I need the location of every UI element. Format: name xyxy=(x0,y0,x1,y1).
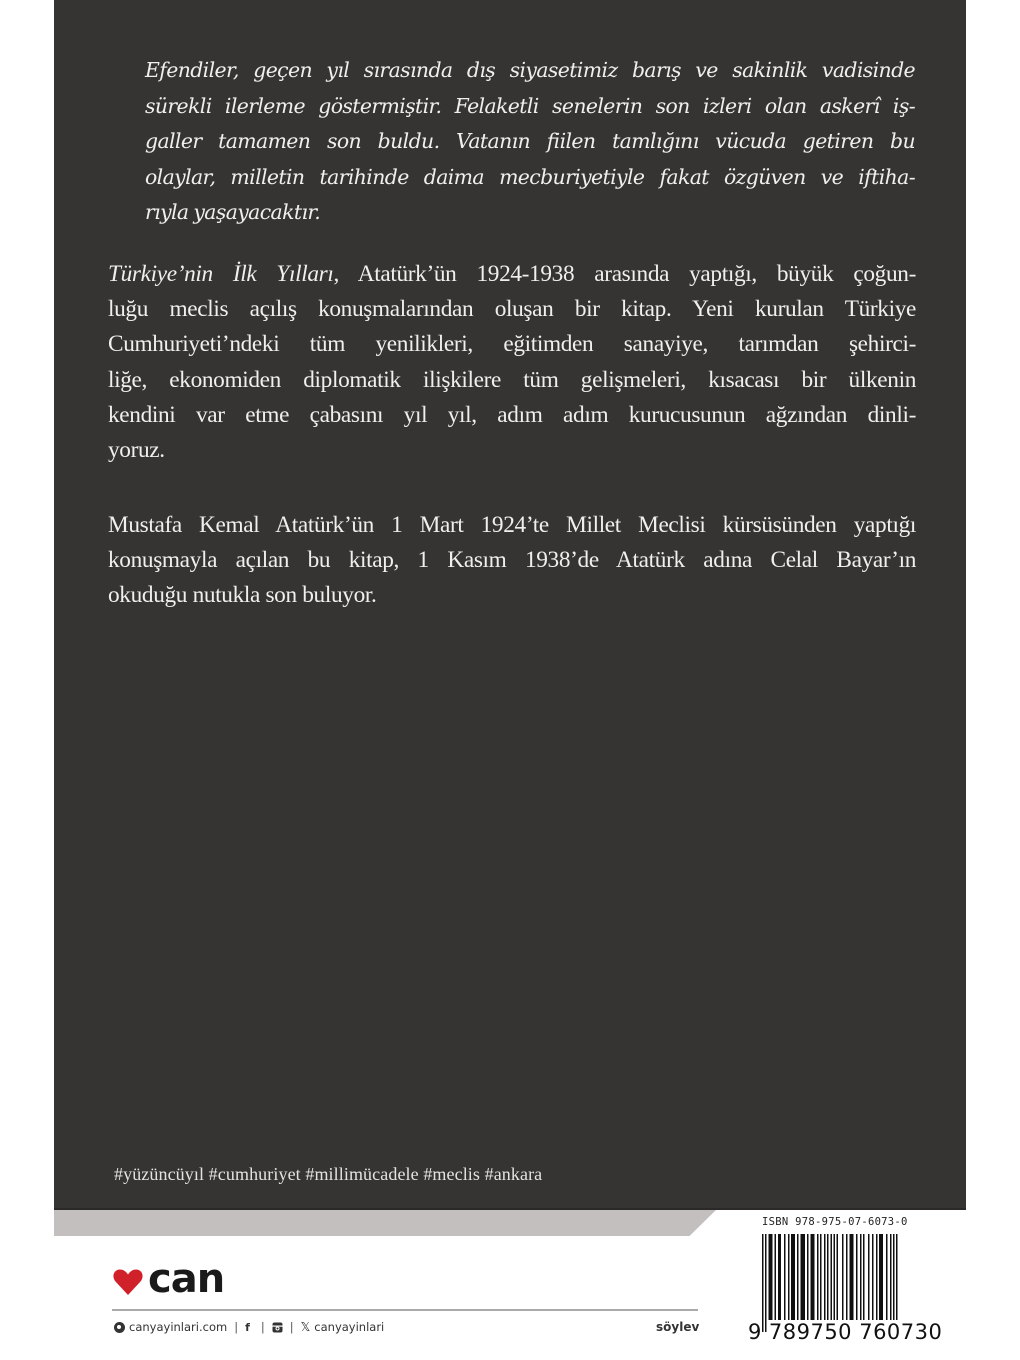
paragraph-line: okuduğu nutukla son buluyor. xyxy=(108,582,377,609)
quote-block xyxy=(145,53,915,231)
publisher-logo xyxy=(112,1256,225,1302)
x-icon[interactable]: 𝕏 xyxy=(300,1320,311,1334)
heart-icon xyxy=(112,1266,144,1298)
isbn-digits: 789750 760730 xyxy=(768,1320,943,1344)
facebook-icon[interactable]: f xyxy=(245,1320,250,1334)
website-link[interactable]: canyayinlari.com xyxy=(129,1320,228,1334)
paragraph-line: Mustafa Kemal Atatürk’ün 1 Mart 1924’te Millet Meclisi kürsüsünden yaptığı xyxy=(108,512,916,538)
separator: | xyxy=(289,1320,294,1334)
globe-icon xyxy=(114,1322,125,1333)
isbn-label: ISBN 978-975-07-6073-0 xyxy=(762,1216,908,1228)
paragraph-line: konuşmayla açılan bu kitap, 1 Kasım 1938’de Atatürk adına Celal Bayar’ın xyxy=(108,547,916,574)
quote-line: sürekli ilerleme göstermiştir. Felaketli senelerin son izleri olan askerî iş- xyxy=(145,93,915,118)
footer-divider xyxy=(112,1309,698,1311)
logo-text: can xyxy=(148,1256,225,1302)
separator: | xyxy=(234,1320,239,1334)
barcode xyxy=(762,1234,912,1332)
gray-band xyxy=(54,1210,716,1236)
publisher-links xyxy=(114,1320,384,1334)
separator: | xyxy=(260,1320,265,1334)
isbn-number xyxy=(748,1320,943,1344)
imprint-label: söylev xyxy=(656,1320,700,1334)
isbn-first-digit: 9 xyxy=(748,1320,762,1344)
description-paragraph-2 xyxy=(108,508,916,614)
cover-bottom-edge xyxy=(54,1208,966,1210)
book-title: Türkiye’nin İlk Yılları xyxy=(108,261,334,287)
quote-line: olaylar, milletin tarihinde daima mecburiyetiyle fakat özgüven ve iftiha- xyxy=(145,164,915,189)
quote-line: galler tamamen son buldu. Vatanın fiilen tamlığını vücuda getiren bu xyxy=(145,129,915,153)
social-handle[interactable]: canyayinlari xyxy=(314,1320,385,1334)
paragraph-text: , Atatürk’ün 1924-1938 arasında yaptığı, büyük çoğun- xyxy=(333,261,916,287)
paragraph-line: kendini var etme çabasını yıl yıl, adım adım kurucusunun ağzından dinli- xyxy=(108,401,916,428)
paragraph-line: yoruz. xyxy=(108,437,165,464)
instagram-icon[interactable] xyxy=(272,1322,283,1333)
description-paragraph-1 xyxy=(108,257,916,468)
quote-line: Efendiler, geçen yıl sırasında dış siyasetimiz barış ve sakinlik vadisinde xyxy=(145,58,915,82)
paragraph-line: liğe, ekonomiden diplomatik ilişkilere tüm gelişmeleri, kısacası bir ülkenin xyxy=(108,366,916,393)
quote-line: rıyla yaşayacaktır. xyxy=(145,200,321,224)
paragraph-line: luğu meclis açılış konuşmalarından oluşan bir kitap. Yeni kurulan Türkiye xyxy=(108,296,916,323)
paragraph-line xyxy=(108,257,916,292)
hashtags: #yüzüncüyıl #cumhuriyet #millimücadele #meclis #ankara xyxy=(114,1164,543,1184)
paragraph-line: Cumhuriyeti’ndeki tüm yenilikleri, eğitimden sanayiye, tarımdan şehirci- xyxy=(108,331,916,358)
